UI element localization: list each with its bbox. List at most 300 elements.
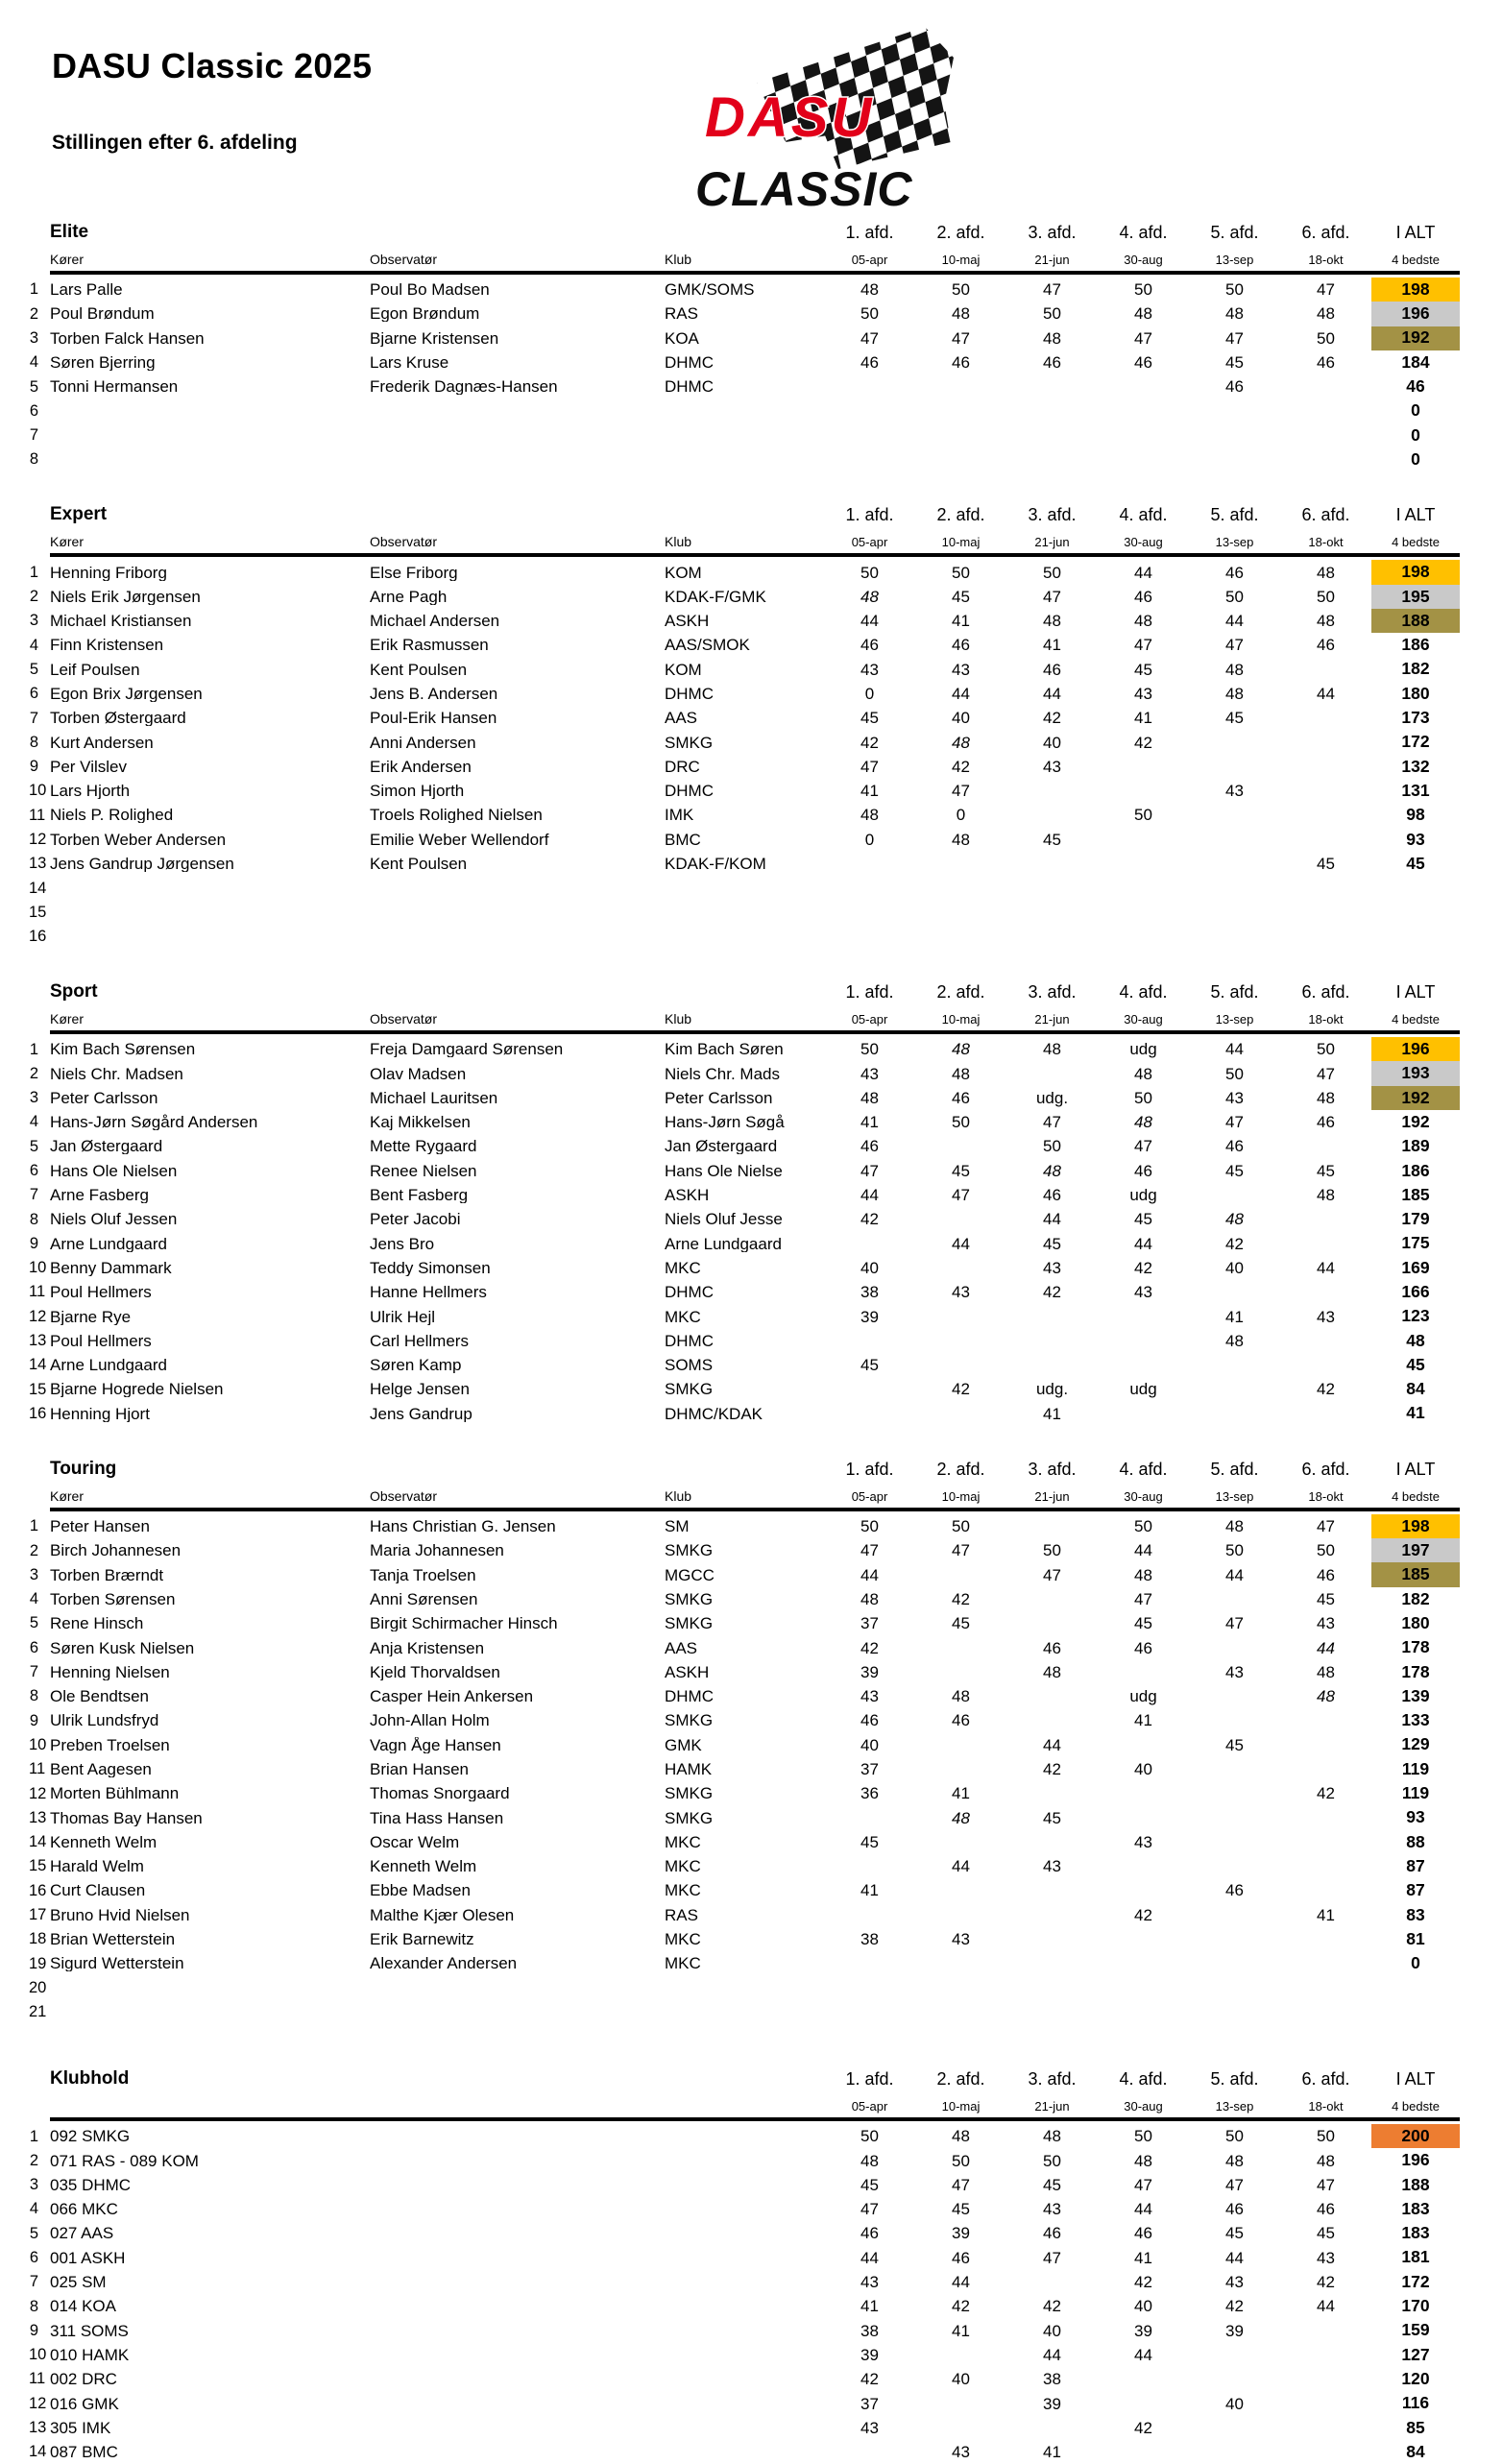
position-cell: 3 — [29, 1565, 38, 1583]
score-cell: 45 — [1043, 1808, 1061, 1827]
observer-cell: Kent Poulsen — [370, 661, 468, 678]
score-cell: 44 — [1134, 1541, 1152, 1560]
score-cell: 44 — [1317, 2297, 1335, 2316]
score-cell: 41 — [860, 782, 879, 801]
position-cell: 1 — [29, 280, 38, 299]
observer-cell: Freja Damgaard Sørensen — [370, 1041, 564, 1058]
round-header: 5. afd. — [1210, 223, 1259, 242]
club-cell: AAS — [665, 710, 698, 727]
club-cell: DHMC/KDAK — [665, 1405, 763, 1422]
total-cell: 175 — [1401, 1233, 1430, 1253]
driver-cell: Torben Sørensen — [50, 1590, 176, 1607]
score-cell: 48 — [1317, 1662, 1335, 1681]
score-cell: 50 — [952, 1517, 970, 1536]
score-cell: 44 — [860, 1186, 879, 1205]
table-row — [29, 1353, 1502, 1377]
score-cell: 48 — [1134, 1064, 1152, 1083]
driver-cell: Peter Carlsson — [50, 1089, 158, 1106]
round-date: 21-jun — [1034, 1488, 1070, 1504]
round-header: 3. afd. — [1028, 223, 1077, 242]
score-cell: 47 — [1225, 328, 1244, 348]
club-cell: SMKG — [665, 734, 714, 751]
club-cell: SOMS — [665, 1357, 714, 1374]
club-team-cell: 311 SOMS — [50, 2322, 129, 2339]
score-cell: 48 — [1225, 685, 1244, 703]
table-row — [29, 1538, 1502, 1562]
table-row — [29, 278, 1502, 302]
total-cell — [1371, 2000, 1460, 2024]
score-cell: 48 — [952, 2127, 970, 2146]
observer-cell: Bent Fasberg — [370, 1187, 469, 1204]
score-cell: 47 — [860, 1161, 879, 1180]
observer-cell: Søren Kamp — [370, 1357, 462, 1374]
club-team-cell: 010 HAMK — [50, 2346, 130, 2363]
score-cell: 50 — [1134, 280, 1152, 300]
score-cell: 42 — [1317, 1784, 1335, 1803]
position-cell: 1 — [29, 1517, 38, 1535]
header-divider — [50, 2117, 1460, 2121]
round-date: 13-sep — [1215, 1488, 1254, 1504]
position-cell: 18 — [29, 1930, 47, 1948]
table-row — [29, 876, 1502, 900]
score-cell: 48 — [1134, 304, 1152, 324]
score-cell: 48 — [1317, 1088, 1335, 1107]
observer-cell: Egon Brøndum — [370, 305, 480, 323]
round-date: 30-aug — [1124, 2099, 1163, 2114]
score-cell: 48 — [1043, 328, 1061, 348]
score-cell: 46 — [860, 1711, 879, 1730]
score-cell: 44 — [1134, 1234, 1152, 1253]
driver-cell: Poul Hellmers — [50, 1284, 152, 1301]
total-cell: 198 — [1371, 1514, 1460, 1538]
score-cell: 47 — [1134, 1137, 1152, 1156]
score-cell: 50 — [1134, 2127, 1152, 2146]
position-cell: 9 — [29, 2321, 38, 2339]
driver-cell: Arne Lundgaard — [50, 1235, 167, 1252]
score-cell: 39 — [1225, 2321, 1244, 2340]
total-cell: 87 — [1406, 1855, 1425, 1875]
score-cell: 44 — [952, 1857, 970, 1876]
driver-cell: Rene Hinsch — [50, 1615, 144, 1632]
position-cell: 13 — [29, 1808, 47, 1826]
driver-cell: Benny Dammark — [50, 1259, 172, 1276]
position-cell: 10 — [29, 1735, 47, 1753]
club-team-cell: 066 MKC — [50, 2201, 118, 2218]
table-row — [29, 1733, 1502, 1757]
score-cell: 47 — [1225, 1113, 1244, 1132]
club-cell: MKC — [665, 1308, 701, 1325]
score-cell: 47 — [1225, 636, 1244, 655]
total-cell: 178 — [1401, 1637, 1430, 1657]
logo-series-text: CLASSIC — [695, 162, 913, 216]
position-cell: 2 — [29, 1541, 38, 1559]
score-cell: 36 — [860, 1784, 879, 1803]
club-cell: Kim Bach Søren — [665, 1041, 784, 1058]
score-cell: udg — [1129, 1186, 1157, 1205]
header-round-row — [29, 974, 1502, 1003]
position-cell: 5 — [29, 377, 38, 396]
score-cell: 50 — [860, 1517, 879, 1536]
total-cell: 172 — [1401, 732, 1430, 752]
score-cell: 50 — [952, 563, 970, 582]
score-cell: 50 — [1317, 328, 1335, 348]
score-cell: 47 — [1043, 1565, 1061, 1584]
score-cell: 48 — [1134, 2151, 1152, 2170]
table-row — [29, 2270, 1502, 2294]
score-cell: 42 — [860, 733, 879, 752]
observer-cell: Erik Andersen — [370, 758, 472, 775]
score-cell: 42 — [1043, 709, 1061, 728]
header-round-row — [29, 214, 1502, 243]
score-cell: 50 — [1134, 1517, 1152, 1536]
table-row — [29, 2318, 1502, 2342]
club-cell: Jan Østergaard — [665, 1138, 778, 1155]
score-cell: 41 — [1225, 1307, 1244, 1326]
club-cell: DHMC — [665, 1688, 714, 1705]
table-row — [29, 730, 1502, 754]
score-cell: 42 — [952, 1589, 970, 1608]
driver-column-label: Kører — [50, 1011, 84, 1027]
score-cell: 45 — [1134, 1210, 1152, 1229]
driver-cell: Ulrik Lundsfryd — [50, 1712, 159, 1729]
table-row — [29, 1402, 1502, 1426]
observer-cell: Tina Hass Hansen — [370, 1809, 504, 1826]
score-cell: 50 — [1225, 1064, 1244, 1083]
score-cell: 40 — [952, 709, 970, 728]
observer-cell: Else Friborg — [370, 564, 458, 581]
table-row — [29, 828, 1502, 852]
observer-cell: Bjarne Kristensen — [370, 329, 499, 347]
driver-cell: Finn Kristensen — [50, 637, 164, 654]
driver-cell: Torben Brærndt — [50, 1566, 164, 1583]
score-cell: 44 — [860, 612, 879, 631]
position-cell: 3 — [29, 612, 38, 630]
total-cell: 184 — [1401, 351, 1430, 372]
position-cell: 19 — [29, 1954, 47, 1972]
club-column-label: Klub — [665, 534, 692, 550]
score-cell: 48 — [1225, 1517, 1244, 1536]
score-cell: 50 — [860, 1040, 879, 1059]
total-cell: 185 — [1371, 1562, 1460, 1586]
observer-cell: John-Allan Holm — [370, 1712, 490, 1729]
score-cell: 42 — [1134, 733, 1152, 752]
observer-cell: Renee Nielsen — [370, 1162, 477, 1179]
position-cell: 9 — [29, 758, 38, 776]
score-cell: 45 — [952, 1161, 970, 1180]
round-date: 13-sep — [1215, 253, 1254, 267]
round-date: 18-okt — [1308, 2099, 1344, 2114]
club-team-cell: 025 SM — [50, 2274, 107, 2291]
club-cell: SMKG — [665, 1809, 714, 1826]
score-cell: 50 — [860, 563, 879, 582]
table-row — [29, 1037, 1502, 1061]
position-cell: 1 — [29, 1040, 38, 1058]
score-cell: 42 — [1225, 2297, 1244, 2316]
position-cell: 11 — [29, 806, 46, 824]
score-cell: 41 — [860, 2297, 879, 2316]
score-cell: 45 — [1134, 660, 1152, 679]
position-cell: 2 — [29, 588, 38, 606]
score-cell: 44 — [1225, 2248, 1244, 2267]
score-cell: 50 — [1225, 280, 1244, 300]
round-header: 5. afd. — [1210, 2069, 1259, 2090]
round-date: 30-aug — [1124, 253, 1163, 267]
driver-cell: Kenneth Welm — [50, 1833, 157, 1850]
score-cell: 48 — [1043, 1161, 1061, 1180]
observer-cell: Vagn Åge Hansen — [370, 1736, 501, 1753]
driver-cell: Torben Weber Andersen — [50, 831, 227, 848]
score-cell: 46 — [952, 2248, 970, 2267]
score-cell: 42 — [1225, 1234, 1244, 1253]
club-cell: ASKH — [665, 613, 710, 630]
table-row — [29, 1708, 1502, 1732]
table-row — [29, 706, 1502, 730]
club-team-cell: 087 BMC — [50, 2444, 118, 2461]
table-row — [29, 2173, 1502, 2197]
total-cell: 120 — [1401, 2368, 1430, 2388]
score-cell: 46 — [1134, 1638, 1152, 1657]
score-cell: 41 — [1317, 1905, 1335, 1924]
position-cell: 7 — [29, 1663, 38, 1681]
club-cell: DHMC — [665, 378, 714, 396]
driver-cell: Torben Østergaard — [50, 710, 186, 727]
score-cell: 41 — [1043, 1404, 1061, 1423]
score-cell: 44 — [1225, 1040, 1244, 1059]
score-cell: 50 — [860, 2127, 879, 2146]
table-row — [29, 2246, 1502, 2270]
score-cell: 46 — [860, 353, 879, 373]
round-date: 10-maj — [941, 1012, 981, 1027]
position-cell: 2 — [29, 304, 38, 323]
club-cell: MKC — [665, 1858, 701, 1875]
score-cell: 50 — [1043, 563, 1061, 582]
total-cell: 188 — [1401, 2174, 1430, 2194]
score-cell: 48 — [860, 2151, 879, 2170]
total-cell: 83 — [1406, 1904, 1425, 1924]
total-cell: 188 — [1371, 609, 1460, 633]
table-row — [29, 1830, 1502, 1854]
table-row — [29, 2197, 1502, 2221]
score-cell: 50 — [1225, 2127, 1244, 2146]
total-cell: 183 — [1401, 2198, 1430, 2218]
position-cell: 8 — [29, 450, 38, 469]
score-cell: 43 — [1317, 1307, 1335, 1326]
total-header: I ALT — [1395, 1459, 1436, 1479]
score-cell: 48 — [1134, 1565, 1152, 1584]
total-cell: 0 — [1411, 400, 1420, 421]
score-cell: 50 — [860, 304, 879, 324]
score-cell: 47 — [952, 782, 970, 801]
position-cell: 8 — [29, 1687, 38, 1705]
total-header: I ALT — [1395, 2069, 1436, 2090]
score-cell: 44 — [1043, 2345, 1061, 2364]
score-cell: 50 — [1134, 806, 1152, 825]
total-cell: 119 — [1401, 1758, 1430, 1778]
observer-column-label: Observatør — [370, 252, 438, 267]
club-cell: KOM — [665, 661, 702, 678]
score-cell: 42 — [1043, 1759, 1061, 1778]
table-row — [29, 852, 1502, 876]
driver-cell: Bruno Hvid Nielsen — [50, 1906, 190, 1923]
score-cell: 43 — [952, 2443, 970, 2462]
round-header: 5. afd. — [1210, 1459, 1259, 1479]
round-date: 13-sep — [1215, 535, 1254, 550]
score-cell: 43 — [1134, 1832, 1152, 1851]
club-cell: ASKH — [665, 1187, 710, 1204]
score-cell: udg. — [1035, 1380, 1069, 1399]
section-title: Elite — [50, 222, 89, 242]
score-cell: 46 — [952, 1088, 970, 1107]
score-cell: 48 — [952, 830, 970, 849]
driver-cell: Niels Erik Jørgensen — [50, 588, 201, 605]
round-date: 10-maj — [941, 1488, 981, 1504]
score-cell: 42 — [1134, 1258, 1152, 1277]
score-cell: 47 — [952, 1186, 970, 1205]
total-cell: 88 — [1406, 1831, 1425, 1851]
score-cell: 47 — [952, 2175, 970, 2194]
score-cell: 48 — [952, 733, 970, 752]
round-header: 1. afd. — [845, 2069, 894, 2090]
total-cell: 127 — [1401, 2344, 1430, 2364]
club-cell: AAS — [665, 1639, 698, 1656]
club-cell: KOA — [665, 329, 699, 347]
score-cell: 43 — [1317, 2248, 1335, 2267]
score-cell: 44 — [952, 2273, 970, 2292]
score-cell: 50 — [952, 280, 970, 300]
driver-cell: Hans-Jørn Søgård Andersen — [50, 1114, 258, 1131]
score-cell: 40 — [952, 2370, 970, 2389]
score-cell: 46 — [1134, 353, 1152, 373]
table-row — [29, 1280, 1502, 1304]
total-cell: 159 — [1401, 2320, 1430, 2340]
score-cell: 43 — [952, 1930, 970, 1949]
score-cell: 44 — [952, 1234, 970, 1253]
score-cell: 47 — [952, 328, 970, 348]
table-row — [29, 2440, 1502, 2464]
table-row — [29, 447, 1502, 471]
table-row — [29, 1903, 1502, 1927]
driver-cell: Sigurd Wetterstein — [50, 1955, 184, 1972]
round-header: 5. afd. — [1210, 505, 1259, 525]
round-header: 6. afd. — [1301, 982, 1350, 1003]
score-cell: 43 — [1134, 1283, 1152, 1302]
observer-cell: Ulrik Hejl — [370, 1308, 435, 1325]
observer-cell: Peter Jacobi — [370, 1211, 461, 1228]
club-cell: SMKG — [665, 1542, 714, 1559]
observer-column-label: Observatør — [370, 1011, 438, 1027]
score-cell: 41 — [1043, 2443, 1061, 2462]
score-cell: 45 — [1225, 709, 1244, 728]
club-cell: DHMC — [665, 686, 714, 702]
page-title: DASU Classic 2025 — [52, 46, 373, 85]
score-cell: 50 — [1043, 304, 1061, 324]
score-cell: 47 — [1225, 1614, 1244, 1633]
section-title: Touring — [50, 1458, 117, 1479]
total-cell: 45 — [1406, 1354, 1425, 1374]
score-cell: 43 — [1225, 782, 1244, 801]
observer-cell: Casper Hein Ankersen — [370, 1688, 534, 1705]
round-header: 3. afd. — [1028, 982, 1077, 1003]
score-cell: 40 — [1134, 2297, 1152, 2316]
score-cell: 44 — [1225, 1565, 1244, 1584]
score-cell: 47 — [1043, 1113, 1061, 1132]
header-round-row — [29, 2061, 1502, 2090]
score-cell: 48 — [1225, 2151, 1244, 2170]
club-cell: Peter Carlsson — [665, 1089, 773, 1106]
score-cell: 48 — [860, 806, 879, 825]
club-cell: AAS/SMOK — [665, 637, 750, 654]
header-date-row — [29, 1480, 1502, 1508]
position-cell: 4 — [29, 636, 38, 654]
observer-cell: Maria Johannesen — [370, 1542, 504, 1559]
driver-cell: Tonni Hermansen — [50, 378, 179, 396]
table-row — [29, 302, 1502, 326]
position-cell: 11 — [29, 1760, 46, 1778]
score-cell: 46 — [860, 1137, 879, 1156]
table-row — [29, 1304, 1502, 1328]
score-cell: 41 — [860, 1881, 879, 1900]
score-cell: 43 — [860, 660, 879, 679]
position-cell: 16 — [29, 928, 47, 946]
total-cell: 186 — [1401, 635, 1430, 655]
score-cell: 43 — [952, 660, 970, 679]
score-cell: 0 — [864, 830, 875, 849]
table-row — [29, 1805, 1502, 1829]
driver-cell: Poul Hellmers — [50, 1332, 152, 1349]
table-row — [29, 1660, 1502, 1684]
score-cell: 44 — [860, 2248, 879, 2267]
club-team-cell: 071 RAS - 089 KOM — [50, 2152, 199, 2169]
score-cell: 41 — [860, 1113, 879, 1132]
driver-cell: Lars Palle — [50, 281, 123, 299]
observer-cell: Carl Hellmers — [370, 1332, 469, 1349]
table-row — [29, 1061, 1502, 1085]
total-cell: 131 — [1401, 780, 1430, 800]
table-row — [29, 2221, 1502, 2245]
club-cell: SMKG — [665, 1615, 714, 1632]
score-cell: 47 — [1317, 2175, 1335, 2194]
observer-cell: Jens B. Andersen — [370, 686, 498, 702]
position-cell: 7 — [29, 2273, 38, 2291]
round-header: 2. afd. — [936, 223, 985, 242]
score-cell: 50 — [1225, 587, 1244, 606]
total-cell: 123 — [1401, 1306, 1430, 1326]
total-cell: 169 — [1401, 1257, 1430, 1277]
score-cell: 45 — [860, 709, 879, 728]
driver-cell: Kurt Andersen — [50, 734, 154, 751]
score-cell: 45 — [1317, 1161, 1335, 1180]
score-cell: 44 — [1134, 2345, 1152, 2364]
score-cell: 44 — [1225, 612, 1244, 631]
score-cell: 45 — [1043, 830, 1061, 849]
total-cell: 0 — [1411, 448, 1420, 469]
club-cell: DRC — [665, 758, 700, 775]
section-title: Expert — [50, 504, 108, 525]
position-cell: 9 — [29, 1234, 38, 1252]
score-cell: 43 — [1317, 1614, 1335, 1633]
score-cell: 46 — [1134, 587, 1152, 606]
round-date: 05-apr — [851, 1012, 888, 1027]
score-cell: 45 — [1225, 2224, 1244, 2243]
score-cell: 46 — [952, 636, 970, 655]
total-cell: 173 — [1401, 708, 1430, 728]
score-cell: 43 — [1134, 685, 1152, 703]
observer-cell: Arne Pagh — [370, 588, 448, 605]
total-cell: 133 — [1401, 1710, 1430, 1730]
round-header: 2. afd. — [936, 2069, 985, 2090]
observer-cell: Poul Bo Madsen — [370, 281, 490, 299]
score-cell: 37 — [860, 1614, 879, 1633]
